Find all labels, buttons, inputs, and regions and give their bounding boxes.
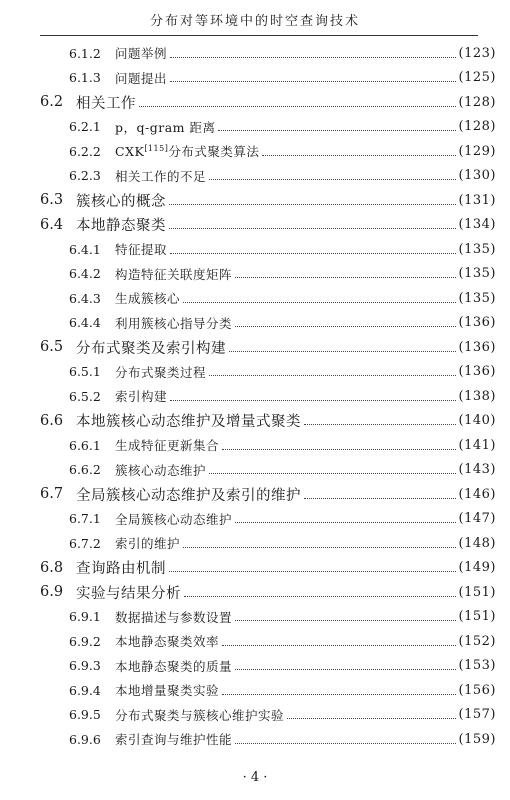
dot-leader [183,302,456,303]
toc-entry-number: 6.7 [40,486,64,502]
toc-entry-number: 6.4 [40,216,64,233]
dot-leader [170,81,456,82]
toc-entry [69,264,496,284]
toc-entry-title: 构造特征关联度矩阵 [115,266,233,282]
dot-leader [235,620,456,621]
toc-entry-number: 6.3 [40,192,64,208]
toc-entry-number: 6.4.3 [69,290,101,306]
toc-entry-number: 6.5.2 [69,388,101,404]
toc-entry-number: 6.5 [40,339,64,355]
dot-leader [218,130,455,131]
dot-leader [169,204,456,205]
toc-entry-page: (157) [458,707,496,722]
toc-entry-title: 生成簇核心 [115,291,181,306]
toc-entry-page: (129) [458,143,496,159]
dot-leader [235,277,456,278]
toc-entry-page: (136) [458,315,496,330]
toc-entry-number: 6.4.1 [69,241,101,257]
toc-entry-page: (148) [458,535,496,551]
toc-entry-page: (123) [458,45,496,61]
toc-entry-title-part: CXK [115,144,145,159]
dot-leader [209,375,456,376]
toc-entry-page: (146) [458,486,496,502]
toc-entry-title: 生成特征更新集合 [115,438,220,453]
toc-entry [69,509,496,529]
toc-entry-title: p，q-gram 距离 [115,119,216,135]
toc-entry-number: 6.9.1 [69,609,101,624]
toc-entry-title: 索引构建 [115,389,168,404]
toc-entry-title: 查询路由机制 [76,561,166,577]
toc-entry-page: (135) [458,266,496,281]
toc-entry-title: 利用簇核心指导分类 [115,315,233,331]
toc-entry-page: (128) [458,119,496,134]
toc-entry-number: 6.6.1 [69,437,101,453]
toc-entry [40,484,496,504]
toc-entry-title: 全局簇核心动态维护及索引的维护 [76,487,301,504]
toc-entry [69,362,496,382]
toc-entry-number: 6.9.2 [69,633,101,649]
toc-entry-title: 相关工作 [76,95,136,112]
toc-entry-number: 6.4.4 [69,315,101,330]
toc-entry-page: (156) [458,682,496,698]
dot-leader [183,547,456,548]
citation-ref: [115] [144,143,169,153]
toc-entry [69,631,496,651]
toc-entry [69,533,496,553]
toc-entry-number: 6.7.1 [69,511,101,526]
toc-entry-number: 6.2.1 [69,119,101,134]
toc-entry-number: 6.7.2 [69,535,101,551]
toc-entry [69,607,496,627]
dot-leader [304,498,456,499]
dot-leader [184,596,456,597]
toc-entry [40,337,496,357]
toc-entry-title: 簇核心的概念 [76,193,166,210]
toc-entry-title: 本地静态聚类效率 [115,634,220,649]
toc-entry-title [115,142,259,160]
dot-leader [229,351,456,352]
toc-entry-page: (135) [458,241,496,257]
toc-entry [40,411,496,431]
dot-leader [287,718,456,719]
toc-entry-number: 6.9 [40,584,64,600]
dot-leader [235,522,456,523]
toc-entry [40,190,496,210]
toc-entry-page: (153) [458,658,496,673]
toc-entry [69,166,496,186]
dot-leader [222,645,456,646]
dot-leader [170,57,456,58]
toc-entry-title: 索引查询与维护性能 [115,732,233,747]
toc-entry [69,680,496,700]
toc-entry-title: 相关工作的不足 [115,168,207,184]
dot-leader [222,694,456,695]
toc-entry-page: (134) [458,217,496,232]
header-rule [40,35,478,36]
toc-entry [69,313,496,333]
toc-entry-title: 本地簇核心动态维护及增量式聚类 [76,414,301,430]
running-header: 分布对等环境中的时空查询技术 [149,14,360,29]
toc-entry-number: 6.9.5 [69,707,101,722]
toc-entry-page: (136) [458,364,496,379]
toc-entry [69,43,496,63]
dot-leader [169,571,456,572]
dot-leader [235,326,456,327]
toc-entry-number: 6.2 [40,94,64,110]
toc-entry-number: 6.1.2 [69,45,101,61]
dot-leader [235,669,456,670]
toc-entry-page: (147) [458,511,496,526]
dot-leader [304,424,456,425]
toc-entry [69,141,496,161]
toc-entry-page: (135) [458,290,496,306]
toc-entry [40,215,496,235]
toc-entry-title: 全局簇核心动态维护 [115,511,233,527]
toc-entry-title: 分布式聚类与簇核心维护实验 [115,707,285,723]
toc-entry [69,705,496,725]
toc-entry-title: 本地增量聚类实验 [115,683,220,698]
toc-entry-title: 实验与结果分析 [76,585,181,602]
toc-entry-title: 问题提出 [115,70,168,86]
toc-entry-page: (136) [458,339,496,355]
dot-leader [169,228,456,229]
toc-entry [69,386,496,406]
toc-entry [69,656,496,676]
toc-entry-page: (159) [458,731,496,747]
dot-leader [235,743,456,744]
toc-entry-number: 6.9.4 [69,682,101,698]
toc-entry [69,288,496,308]
dot-leader [139,106,456,107]
toc-entry-page: (151) [458,609,496,624]
toc-entry-number: 6.2.2 [69,143,101,159]
toc-entry [69,460,496,480]
toc-entry-page: (130) [458,168,496,183]
dot-leader [170,253,456,254]
page-number: · 4 · [242,770,268,785]
toc-entry-title: 索引的维护 [115,536,181,551]
toc-entry [69,117,496,137]
toc-entry-number: 6.5.1 [69,364,101,379]
dot-leader [209,179,456,180]
toc-entry-number: 6.9.3 [69,658,101,673]
toc-entry-page: (152) [458,633,496,649]
toc-entry-title-part: 分布式聚类算法 [168,144,260,159]
toc-entry-page: (140) [458,413,496,428]
toc-entry-title: 数据描述与参数设置 [115,609,233,625]
toc-entry [69,729,496,749]
toc-entry-number: 6.8 [40,559,64,576]
toc-entry-number: 6.1.3 [69,70,101,85]
toc-entry-title: 分布式聚类及索引构建 [76,340,226,357]
toc-entry-page: (149) [458,560,496,575]
toc-entry-number: 6.2.3 [69,168,101,183]
toc-entry [40,92,496,112]
toc-entry-title: 簇核心动态维护 [115,462,207,478]
toc-entry [40,558,496,578]
toc-entry [69,68,496,88]
toc-entry-page: (128) [458,94,496,110]
dot-leader [170,400,456,401]
toc-entry-page: (125) [458,70,496,85]
toc-entry-number: 6.9.6 [69,731,101,747]
toc-entry-title: 分布式聚类过程 [115,364,207,380]
toc-entry-page: (138) [458,388,496,404]
dot-leader [222,449,456,450]
dot-leader [262,155,455,156]
toc-entry-page: (131) [458,192,496,208]
toc-entry-number: 6.6 [40,412,64,429]
toc-entry-page: (141) [458,437,496,453]
toc-entry [69,239,496,259]
toc-entry-page: (143) [458,462,496,477]
toc-entry [40,582,496,602]
toc-entry-title: 本地静态聚类的质量 [115,658,233,674]
toc-entry-title: 本地静态聚类 [76,218,166,234]
dot-leader [209,473,456,474]
toc-entry-page: (151) [458,584,496,600]
toc-entry-title: 问题举例 [115,46,168,61]
toc-entry [69,435,496,455]
toc-entry-title: 特征提取 [115,242,168,257]
toc-entry-number: 6.4.2 [69,266,101,281]
toc-entry-number: 6.6.2 [69,462,101,477]
